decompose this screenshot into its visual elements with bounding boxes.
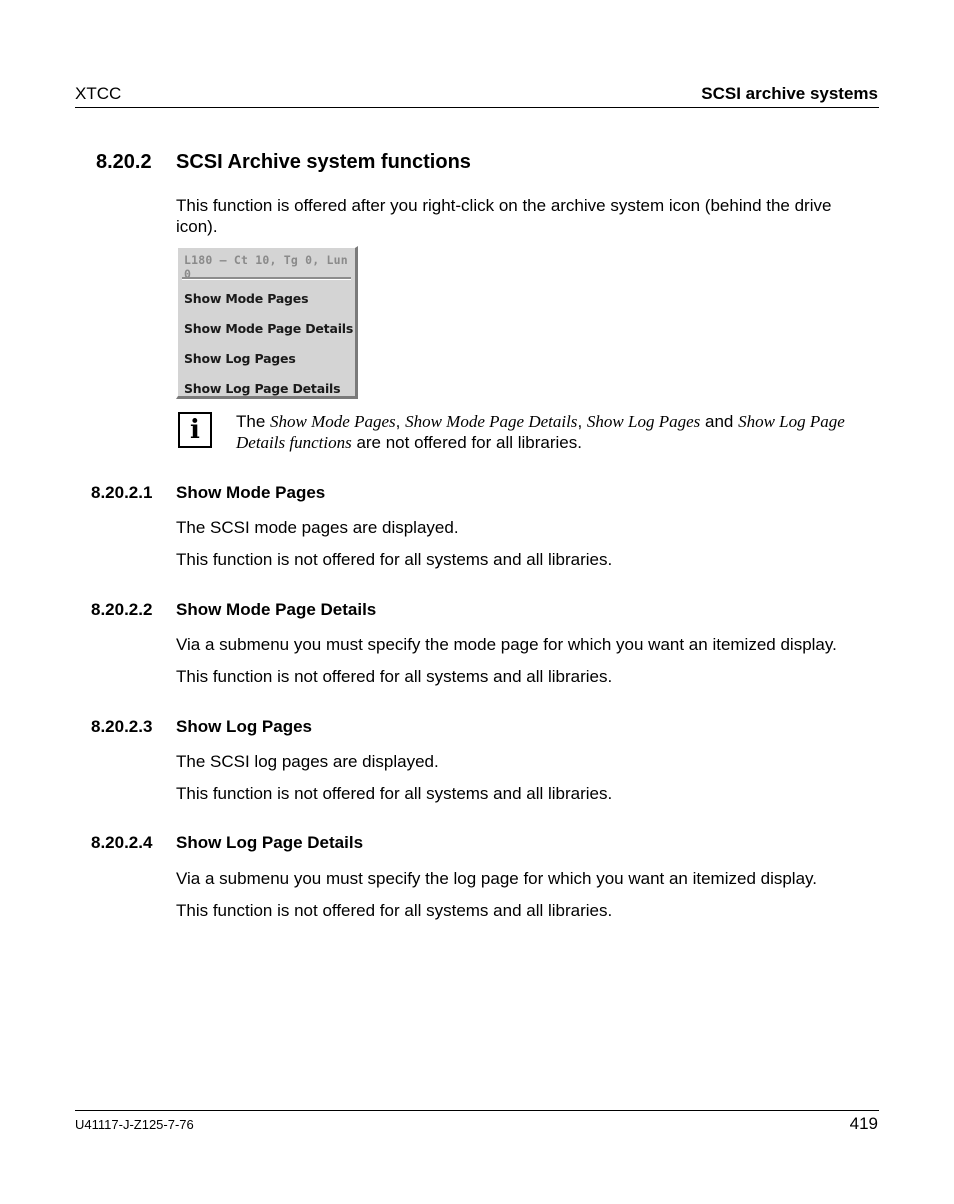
- context-menu-title: L180 – Ct 10, Tg 0, Lun 0: [184, 253, 348, 281]
- info-icon: i: [178, 412, 212, 448]
- subsection-heading-4: [91, 833, 363, 853]
- paragraph: This function is not offered for all systems and all libraries.: [176, 784, 613, 803]
- context-menu: [176, 246, 358, 399]
- note-function-2: Show Mode Page Details: [405, 412, 578, 431]
- subsection-number: 8.20.2.3: [91, 717, 153, 736]
- section-number: 8.20.2: [96, 151, 152, 173]
- footer-doc-id: U41117-J-Z125-7-76: [75, 1117, 194, 1132]
- subsection-number: 8.20.2.2: [91, 600, 153, 619]
- subsection-number: 8.20.2.4: [91, 833, 153, 852]
- subsection-title: Show Mode Pages: [176, 483, 326, 502]
- note-function-3: Show Log Pages: [586, 412, 701, 431]
- menu-item-show-log-pages[interactable]: Show Log Pages: [184, 351, 296, 366]
- note-function-4: Show Log Page Details functions: [236, 412, 845, 452]
- subsection-heading-2: [91, 600, 376, 620]
- paragraph: The SCSI mode pages are displayed.: [176, 518, 459, 537]
- section-heading: [96, 151, 471, 174]
- subsection-title: Show Mode Page Details: [176, 600, 377, 619]
- page-number: 419: [849, 1114, 878, 1133]
- menu-item-show-mode-page-details[interactable]: Show Mode Page Details: [184, 321, 354, 336]
- note-the: The: [236, 412, 266, 431]
- note-function-1: Show Mode Pages: [270, 412, 396, 431]
- paragraph: This function is not offered for all systems and all libraries.: [176, 667, 613, 686]
- paragraph: Via a submenu you must specify the mode page for which you want an itemized display.: [176, 635, 837, 654]
- paragraph: Via a submenu you must specify the log page for which you want an itemized display.: [176, 869, 818, 888]
- footer-rule: [75, 1110, 879, 1111]
- running-header-left: XTCC: [75, 84, 122, 103]
- paragraph: This function is not offered for all systems and all libraries.: [176, 550, 613, 569]
- note-and: and: [704, 412, 734, 431]
- subsection-title: Show Log Pages: [176, 717, 313, 736]
- subsection-title: Show Log Page Details: [176, 833, 364, 852]
- note-sep-1: ,: [395, 412, 401, 431]
- running-header-right: SCSI archive systems: [701, 84, 878, 103]
- paragraph: The SCSI log pages are displayed.: [176, 752, 439, 771]
- subsection-number: 8.20.2.1: [91, 483, 153, 502]
- note-rest: are not offered for all libraries.: [356, 433, 582, 452]
- menu-item-show-log-page-details[interactable]: Show Log Page Details: [184, 381, 341, 396]
- section-title: SCSI Archive system functions: [176, 151, 471, 173]
- context-menu-separator: [182, 277, 351, 280]
- header-rule: [75, 107, 879, 108]
- note-sep-2: ,: [577, 412, 583, 431]
- paragraph: This function is not offered for all systems and all libraries.: [176, 901, 613, 920]
- subsection-heading-1: [91, 483, 325, 503]
- menu-item-show-mode-pages[interactable]: Show Mode Pages: [184, 291, 309, 306]
- subsection-heading-3: [91, 717, 312, 737]
- info-note: [236, 411, 876, 453]
- section-intro: This function is offered after you right-click on the archive system icon (behind the drive icon).: [176, 196, 832, 236]
